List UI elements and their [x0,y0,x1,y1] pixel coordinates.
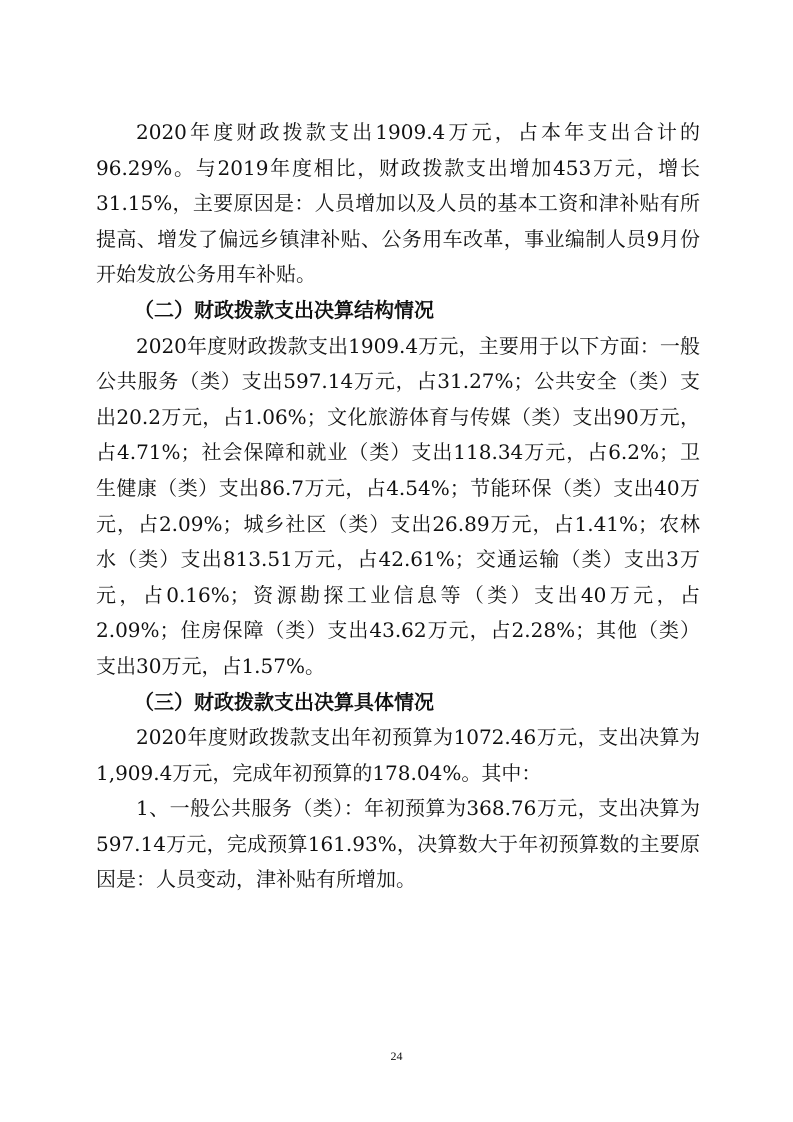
paragraph-spending-structure: 2020年度财政拨款支出1909.4万元，主要用于以下方面：一般公共服务（类）支出597.14万元，占31.27%；公共安全（类）支出20.2万元，占1.06%；文化旅游体育与传媒（类）支出90万元，占4.71%；社会保障和就业（类）支出118.34万元，占6.2%；卫生健康（类）支出86.7万元，占4.54%；节能环保（类）支出40万元，占2.09%；城乡社区（类）支出26.89万元，占1.41%；农林水（类）支出813.51万元，占42.61%；交通运输（类）支出3万元，占0.16%；资源勘探工业信息等（类）支出40万元，占2.09%；住房保障（类）支出43.62万元，占2.28%；其他（类）支出30万元，占1.57%。 [96,333,700,678]
paragraph-general-public-services: 1、一般公共服务（类）：年初预算为368.76万元，支出决算为597.14万元，完成预算161.93%，决算数大于年初预算数的主要原因是：人员变动，津补贴有所增加。 [96,796,700,892]
page-number: 24 [390,1049,403,1063]
section-heading-structure: （二）财政拨款支出决算结构情况 [134,297,434,322]
paragraph-spending-overview: 2020年度财政拨款支出1909.4万元，占本年支出合计的96.29%。与2019年度相比，财政拨款支出增加453万元，增长31.15%，主要原因是：人员增加以及人员的基本工资和津补贴有所提高、增发了偏远乡镇津补贴、公务用车改革，事业编制人员9月份开始发放公务用车补贴。 [96,120,700,287]
document-page [96,115,700,898]
section-heading-details: （三）财政拨款支出决算具体情况 [134,689,434,714]
paragraph-budget-summary: 2020年度财政拨款支出年初预算为1072.46万元，支出决算为1,909.4万元，完成年初预算的178.04%。其中： [96,725,700,785]
